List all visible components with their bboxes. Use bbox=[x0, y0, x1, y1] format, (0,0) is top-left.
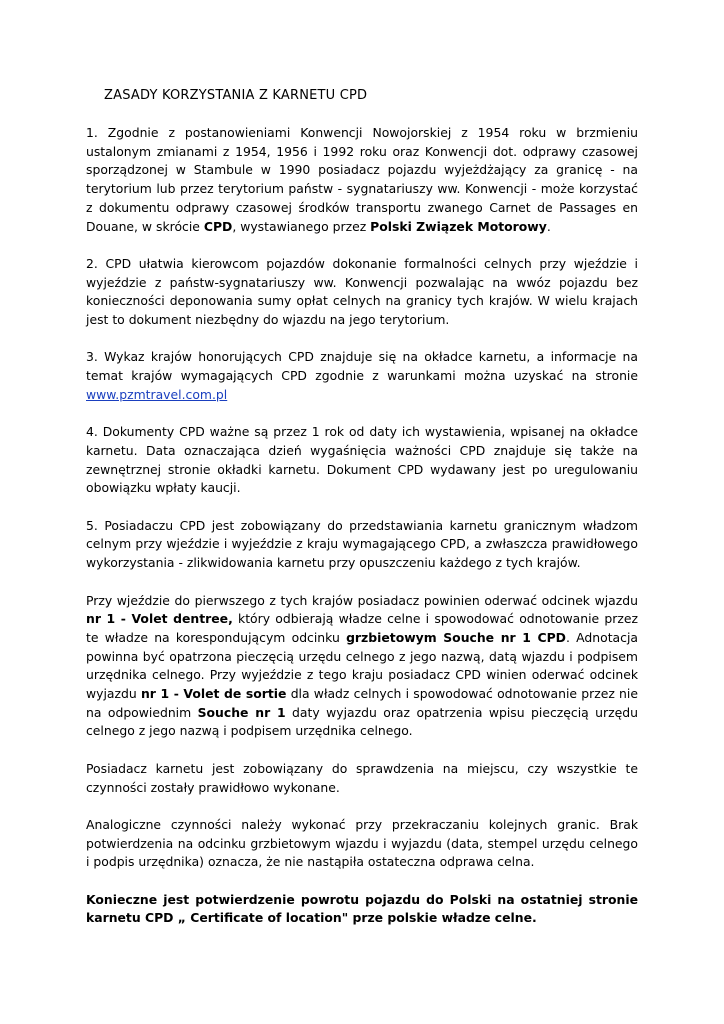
paragraph-6 bbox=[86, 592, 638, 742]
paragraph-9 bbox=[86, 891, 638, 928]
paragraph-6-f: daty wyjazdu oraz opatrzenia wpisu pieczęcią urzędu celnego z jego nazwą i podpisem urzędnika celnego. bbox=[86, 704, 638, 739]
paragraph-1-text: 1. Zgodnie z postanowieniami Konwencji Nowojorskiej z 1954 roku w brzmieniu ustalonym zmianami z 1954, 1956 i 1992 roku oraz Konwencji dot. odprawy czasowej sporządzonej w Stambule w 1990 posiadacz pojazdu wyjeżdżający za granicę - na terytorium lub przez terytorium państw - sygnatariuszy ww. Konwencji - może korzystać z dokumentu odprawy czasowej środków transportu zwanego Carnet de Passages en Douane, w skrócie bbox=[86, 125, 638, 234]
paragraph-6-souche: Souche nr 1 bbox=[197, 704, 286, 720]
document-body bbox=[86, 124, 638, 947]
paragraph-9-text: Konieczne jest potwierdzenie powrotu pojazdu do Polski na ostatniej stronie karnetu CPD „ Certificate of location" prze polskie władze celne. bbox=[86, 891, 638, 926]
paragraph-6-a: Przy wjeździe do pierwszego z tych krajów posiadacz powinien oderwać odcinek wjazdu bbox=[86, 592, 638, 608]
paragraph-1-issuer: Polski Związek Motorowy bbox=[370, 218, 547, 234]
paragraph-7: Posiadacz karnetu jest zobowiązany do sprawdzenia na miejscu, czy wszystkie te czynności zostały prawidłowo wykonane. bbox=[86, 760, 638, 795]
paragraph-1 bbox=[86, 124, 638, 236]
paragraph-3-text: 3. Wykaz krajów honorujących CPD znajduje się na okładce karnetu, a informacje na temat krajów wymagających CPD zgodnie z warunkami można uzyskać na stronie bbox=[86, 349, 638, 384]
paragraph-3 bbox=[86, 348, 638, 404]
paragraph-1-cpd: CPD bbox=[203, 218, 233, 234]
paragraph-1-mid: , wystawianego przez bbox=[232, 218, 367, 234]
paragraph-5: 5. Posiadaczu CPD jest zobowiązany do przedstawiania karnetu granicznym władzom celnym przy wjeździe i wyjeździe z kraju wymagającego CPD, a zwłaszcza prawidłowego wykorzystania - zlikwidowania karnetu przy opuszczeniu każdego z tych krajów. bbox=[86, 517, 638, 571]
paragraph-6-d: . Adnotacja powinna być opatrzona pieczęcią urzędu celnego z jego nazwą, datą wjazdu i podpisem urzędnika celnego. Przy wyjeździe z tego kraju posiadacz CPD winien oderwać odcinek wyjazdu bbox=[86, 629, 638, 702]
paragraph-6-e: dla władz celnych i spowodować odnotowanie przez nie na odpowiednim bbox=[86, 686, 638, 720]
paragraph-6-volet-dentree: nr 1 - Volet dentree, bbox=[86, 611, 233, 627]
paragraph-1-end: . bbox=[546, 218, 551, 234]
paragraph-6-volet-de-sortie: nr 1 - Volet de sortie bbox=[140, 686, 287, 702]
paragraph-6-c: który odbierają władze celne i spowodować odnotowanie przez te władze na korespondującym odcinku bbox=[86, 611, 638, 645]
paragraph-4: 4. Dokumenty CPD ważne są przez 1 rok od daty ich wystawienia, wpisanej na okładce karnetu. Data oznaczająca dzień wygaśnięcia ważności CPD znajduje się także na zewnętrznej stronie okładki karnetu. Dokument CPD wydawany jest po uregulowaniu obowiązku wpłaty kaucji. bbox=[86, 424, 638, 496]
paragraph-8: Analogiczne czynności należy wykonać przy przekraczaniu kolejnych granic. Brak potwierdzenia na odcinku grzbietowym wjazdu i wyjazdu (data, stempel urzędu celnego i podpis urzędnika) oznacza, że nie nastąpiła ostateczna odprawa celna. bbox=[86, 816, 638, 870]
pzmtravel-link[interactable]: www.pzmtravel.com.pl bbox=[86, 386, 228, 402]
paragraph-2: 2. CPD ułatwia kierowcom pojazdów dokonanie formalności celnych przy wjeździe i wyjeździe z państw-sygnatariuszy ww. Konwencji pozwalając na wwóz pojazdu bez konieczności deponowania sumy opłat celnych na granicy tych krajów. W wielu krajach jest to dokument niezbędny do wjazdu na jego terytorium. bbox=[86, 255, 638, 328]
document-title: ZASADY KORZYSTANIA Z KARNETU CPD bbox=[104, 88, 368, 103]
paragraph-6-souche-cpd: grzbietowym Souche nr 1 CPD bbox=[346, 629, 566, 645]
